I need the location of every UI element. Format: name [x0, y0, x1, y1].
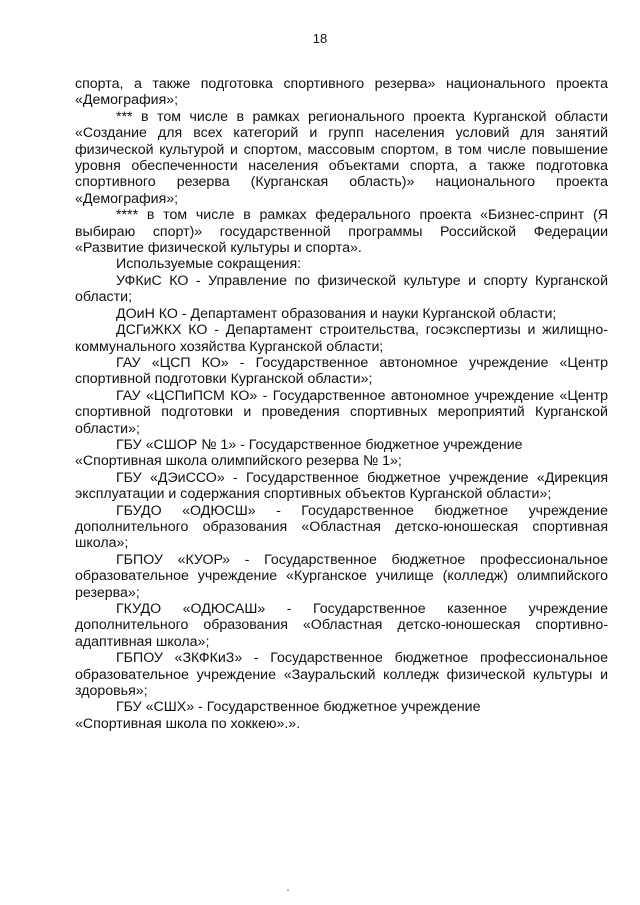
- abbreviation-item: ГБУ «ДЭиССО» - Государственное бюджетное учреждение «Дирекция эксплуатации и содержания спортивных объектов Курганской области»;: [75, 469, 608, 503]
- page-number: 18: [312, 31, 328, 46]
- abbreviation-item: УФКиС КО - Управление по физической культуре и спорту Курганской области;: [75, 272, 608, 306]
- paragraph-continuation: спорта, а также подготовка спортивного резерва» национального проекта «Демография»;: [75, 76, 608, 109]
- abbreviation-item: ГБПОУ «КУОР» - Государственное бюджетное профессиональное образовательное учреждение «Курганское училище (колледж) олимпийского резерва»;: [75, 551, 608, 601]
- abbreviation-item: ГБПОУ «ЗКФКиЗ» - Государственное бюджетное профессиональное образовательное учреждение «Зауральский колледж физической культуры и здоровья»;: [75, 650, 608, 700]
- abbreviations-heading: Используемые сокращения:: [116, 256, 302, 273]
- abbreviation-item: ГАУ «ЦСП КО» - Государственное автономное учреждение «Центр спортивной подготовки Курганской области»;: [75, 354, 608, 388]
- abbreviation-item: ГБУДО «ОДЮСШ» - Государственное бюджетное учреждение дополнительного образования «Областная детско-юношеская спортивная школа»;: [75, 502, 608, 552]
- footnote-quadruple-asterisk: **** в том числе в рамках федерального проекта «Бизнес-спринт (Я выбираю спорт)» государственной программы Российской Федерации «Развитие физической культуры и спорта».: [75, 207, 608, 257]
- scan-speck: [287, 889, 289, 891]
- abbreviation-item: ГБУ «СШОР № 1» - Государственное бюджетное учреждение «Спортивная школа олимпийского резерва № 1»;: [75, 436, 523, 470]
- abbreviation-item: ДОиН КО - Департамент образования и науки Курганской области;: [116, 305, 557, 322]
- abbreviation-item: ГБУ «СШХ» - Государственное бюджетное учреждение «Спортивная школа по хоккею».».: [75, 699, 481, 732]
- document-body: [75, 76, 608, 732]
- abbreviation-item: ГАУ «ЦСПиПСМ КО» - Государственное автономное учреждение «Центр спортивной подготовки и проведения спортивных мероприятий Курганской области»;: [75, 387, 608, 437]
- abbreviation-item: ГКУДО «ОДЮСАШ» - Государственное казенное учреждение дополнительного образования «Областная детско-юношеская спортивно-адаптивная школа»;: [75, 601, 608, 650]
- footnote-triple-asterisk: *** в том числе в рамках регионального проекта Курганской области «Создание для всех категорий и групп населения условий для занятий физической культурой и спортом, массовым спортом, в том числе повышение уровня обеспеченности населения объектами спорта, а также подготовка спортивного резерва (Курганская область)» национального проекта «Демография»;: [75, 108, 608, 207]
- abbreviation-item: ДСГиЖКХ КО - Департамент строительства, госэкспертизы и жилищно-коммунального хозяйства Курганской области;: [75, 322, 608, 355]
